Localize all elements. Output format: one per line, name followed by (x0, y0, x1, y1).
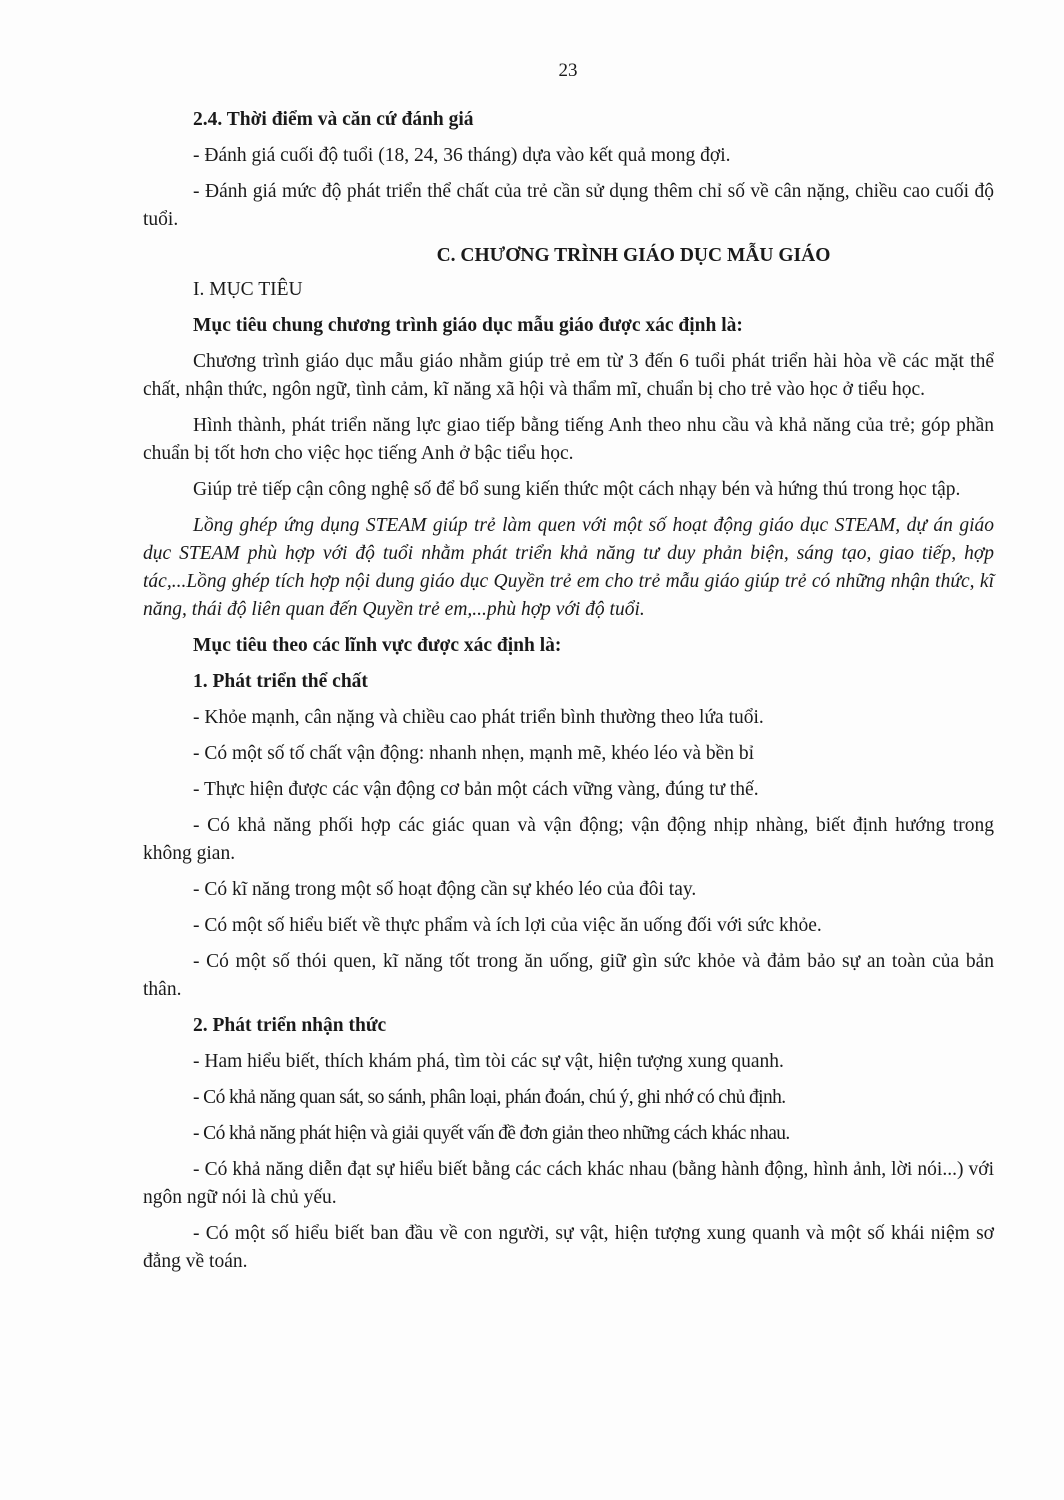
paragraph: - Đánh giá mức độ phát triển thể chất của trẻ cần sử dụng thêm chỉ số về cân nặng, chiều cao cuối độ tuổi. (143, 181, 994, 230)
heading-evaluation-time: 2.4. Thời điểm và căn cứ đánh giá (193, 109, 474, 130)
heading-cognitive-development: 2. Phát triển nhận thức (193, 1015, 387, 1036)
paragraph: - Ham hiểu biết, thích khám phá, tìm tòi các sự vật, hiện tượng xung quanh. (193, 1051, 784, 1072)
paragraph: Giúp trẻ tiếp cận công nghệ số để bổ sung kiến thức một cách nhạy bén và hứng thú trong học tập. (193, 479, 961, 500)
paragraph: - Có một số hiểu biết ban đầu về con người, sự vật, hiện tượng xung quanh và một số khái niệm sơ đẳng về toán. (143, 1223, 994, 1272)
paragraph: - Có khả năng phối hợp các giác quan và vận động; vận động nhịp nhàng, biết định hướng trong không gian. (143, 815, 994, 864)
section-title: C. CHƯƠNG TRÌNH GIÁO DỤC MẪU GIÁO (436, 245, 831, 266)
paragraph: - Có kĩ năng trong một số hoạt động cần sự khéo léo của đôi tay. (193, 879, 697, 900)
document-body (143, 106, 994, 1284)
paragraph: Chương trình giáo dục mẫu giáo nhằm giúp trẻ em từ 3 đến 6 tuổi phát triển hài hòa về các mặt thể chất, nhận thức, ngôn ngữ, tình cảm, kĩ năng xã hội và thẩm mĩ, chuẩn bị cho trẻ vào học ở tiểu học. (143, 351, 994, 400)
paragraph: - Có một số thói quen, kĩ năng tốt trong ăn uống, giữ gìn sức khỏe và đảm bảo sự an toàn của bản thân. (143, 951, 994, 1000)
page-number: 23 (558, 60, 578, 81)
paragraph: - Có khả năng quan sát, so sánh, phân loại, phán đoán, chú ý, ghi nhớ có chủ định. (193, 1087, 786, 1108)
heading-domain-objectives: Mục tiêu theo các lĩnh vực được xác định là: (193, 635, 562, 656)
paragraph: - Có khả năng diễn đạt sự hiểu biết bằng các cách khác nhau (bằng hành động, hình ảnh, lời nói...) với ngôn ngữ nói là chủ yếu. (143, 1159, 994, 1208)
paragraph: Hình thành, phát triển năng lực giao tiếp bằng tiếng Anh theo nhu cầu và khả năng của trẻ; góp phần chuẩn bị tốt hơn cho việc học tiếng Anh ở bậc tiểu học. (143, 415, 994, 464)
heading-objectives: I. MỤC TIÊU (193, 279, 303, 300)
heading-physical-development: 1. Phát triển thể chất (193, 671, 368, 692)
paragraph: - Đánh giá cuối độ tuổi (18, 24, 36 tháng) dựa vào kết quả mong đợi. (193, 145, 731, 166)
paragraph: - Thực hiện được các vận động cơ bản một cách vững vàng, đúng tư thế. (193, 779, 759, 800)
paragraph: - Có khả năng phát hiện và giải quyết vấn đề đơn giản theo những cách khác nhau. (193, 1123, 790, 1144)
paragraph: - Khỏe mạnh, cân nặng và chiều cao phát triển bình thường theo lứa tuổi. (193, 707, 764, 728)
paragraph-italic: Lồng ghép ứng dụng STEAM giúp trẻ làm quen với một số hoạt động giáo dục STEAM, dự án giáo dục STEAM phù hợp với độ tuổi nhằm phát triển khả năng tư duy phản biện, sáng tạo, giao tiếp, hợp tác,...Lồng ghép tích hợp nội dung giáo dục Quyền trẻ em cho trẻ mẫu giáo giúp trẻ có những nhận thức, kĩ năng, thái độ liên quan đến Quyền trẻ em,...phù hợp với độ tuổi. (143, 515, 994, 620)
paragraph: - Có một số tố chất vận động: nhanh nhẹn, mạnh mẽ, khéo léo và bền bỉ (193, 743, 755, 764)
paragraph: - Có một số hiểu biết về thực phẩm và ích lợi của việc ăn uống đối với sức khỏe. (193, 915, 822, 936)
heading-general-objectives: Mục tiêu chung chương trình giáo dục mẫu giáo được xác định là: (193, 315, 743, 336)
